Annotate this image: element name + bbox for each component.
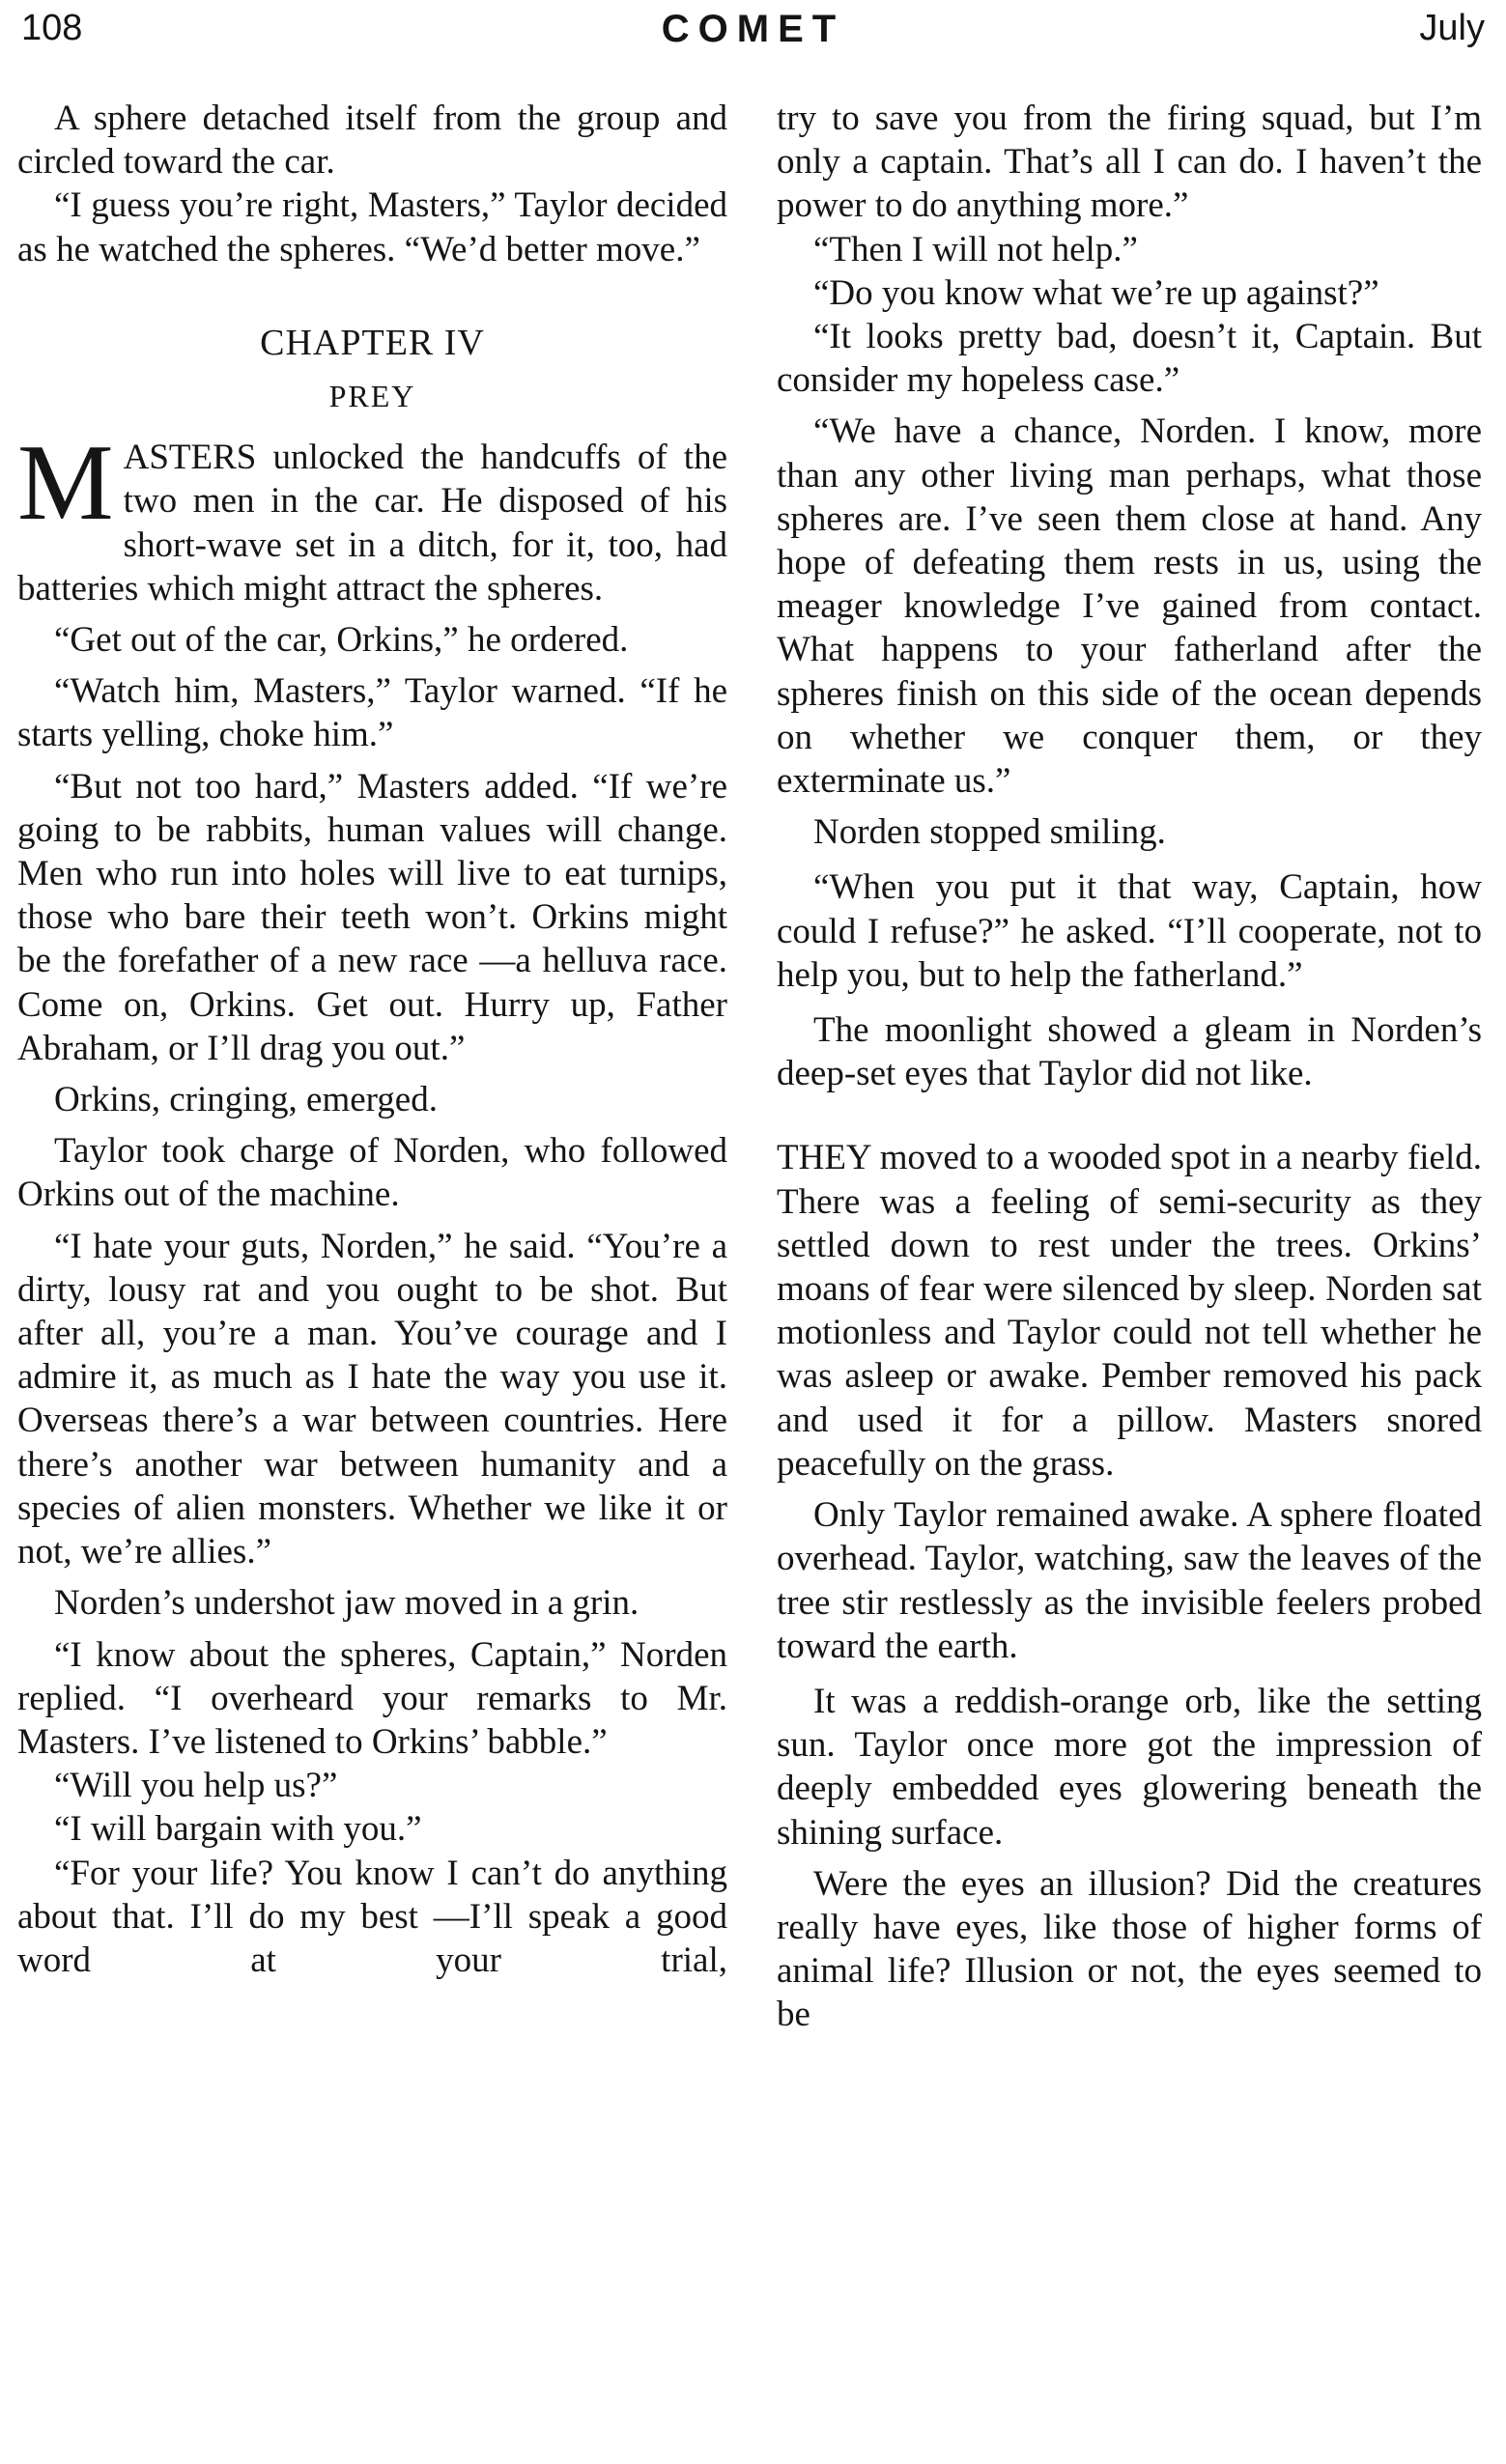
- drop-cap: M: [17, 423, 114, 544]
- paragraph: Norden stopped smiling.: [813, 812, 1166, 853]
- paragraph: Orkins, cringing, emerged.: [54, 1080, 438, 1120]
- paragraph: Norden’s undershot jaw moved in a grin.: [54, 1583, 639, 1624]
- running-header: [21, 8, 1485, 66]
- paragraph: “Will you help us?”: [54, 1766, 338, 1806]
- paragraph: “I guess you’re right, Masters,” Taylor decided as he watched the spheres. “We’d better move.”: [17, 185, 727, 269]
- paragraph: “Then I will not help.”: [813, 229, 1138, 269]
- paragraph: The moonlight showed a gleam in Norden’s deep-set eyes that Taylor did not like.: [777, 1010, 1482, 1094]
- paragraph: Only Taylor remained awake. A sphere floated overhead. Taylor, watching, saw the leaves of the tree stir restlessly as the invisible feelers probed toward the earth.: [777, 1495, 1482, 1666]
- paragraph-with-dropcap: [17, 423, 727, 610]
- paragraph-text: ASTERS unlocked the handcuffs of the two men in the car. He disposed of his short-wave set in a ditch, for it, too, had batteries which might attract the spheres.: [17, 438, 727, 609]
- paragraph: “I hate your guts, Norden,” he said. “You’re a dirty, lousy rat and you ought to be shot. But after all, you’re a man. You’ve courage and I admire it, as much as I hate the way you use it. Overseas there’s a war between countries. Here there’s another war between humanity and a species of alien monsters. Whether we like it or not, we’re allies.”: [17, 1226, 727, 1572]
- paragraph: “But not too hard,” Masters added. “If we’re going to be rabbits, human values will change. Men who run into holes will live to eat turnips, those who bare their teeth won’t. Orkins might be the forefather of a new race —a helluva race. Come on, Orkins. Get out. Hurry up, Father Abraham, or I’ll drag you out.”: [17, 766, 727, 1068]
- issue-month: July: [1419, 8, 1485, 48]
- left-column: [17, 97, 727, 1982]
- paragraph: “Get out of the car, Orkins,” he ordered.: [54, 620, 629, 661]
- paragraph: “I know about the spheres, Captain,” Norden replied. “I overheard your remarks to Mr. Masters. I’ve listened to Orkins’ babble.”: [17, 1634, 727, 1762]
- page-number: 108: [21, 8, 83, 48]
- chapter-heading: CHAPTER IV: [260, 322, 485, 363]
- paragraph: It was a reddish-orange orb, like the setting sun. Taylor once more got the impression of deeply embedded eyes glowering beneath the shining surface.: [777, 1681, 1482, 1853]
- paragraph: “Do you know what we’re up against?”: [813, 272, 1379, 313]
- right-column: [777, 97, 1482, 2037]
- chapter-subtitle: PREY: [328, 379, 416, 414]
- paragraph: “For your life? You know I can’t do anything about that. I’ll do my best —I’ll speak a good word at your trial,: [17, 1853, 727, 1980]
- magazine-title: COMET: [661, 8, 845, 50]
- paragraph: try to save you from the firing squad, but I’m only a captain. That’s all I can do. I haven’t the power to do anything more.”: [777, 99, 1482, 226]
- paragraph: Were the eyes an illusion? Did the creatures really have eyes, like those of higher forms of animal life? Illusion or not, the eyes seemed to be: [777, 1863, 1482, 2035]
- paragraph: A sphere detached itself from the group and circled toward the car.: [17, 99, 727, 183]
- section-break-paragraph: THEY moved to a wooded spot in a nearby field. There was a feeling of semi-security as they settled down to rest under the trees. Orkins’ moans of fear were silenced by sleep. Norden sat motionless and Taylor could not tell whether he was asleep or awake. Pember removed his pack and used it for a pillow. Masters snored peacefully on the grass.: [777, 1138, 1482, 1484]
- paragraph: Taylor took charge of Norden, who followed Orkins out of the machine.: [17, 1131, 727, 1215]
- paragraph: “When you put it that way, Captain, how could I refuse?” he asked. “I’ll cooperate, not to help you, but to help the fatherland.”: [777, 867, 1482, 995]
- paragraph: “Watch him, Masters,” Taylor warned. “If he starts yelling, choke him.”: [17, 671, 727, 755]
- paragraph: “I will bargain with you.”: [54, 1809, 422, 1850]
- paragraph: “We have a chance, Norden. I know, more than any other living man perhaps, what those spheres are. I’ve seen them close at hand. Any hope of defeating them rests in us, using the meager knowledge I’ve gained from contact. What happens to your fatherland after the spheres finish on this side of the ocean depends on whether we conquer them, or they exterminate us.”: [777, 411, 1482, 802]
- paragraph: “It looks pretty bad, doesn’t it, Captain. But consider my hopeless case.”: [777, 317, 1482, 401]
